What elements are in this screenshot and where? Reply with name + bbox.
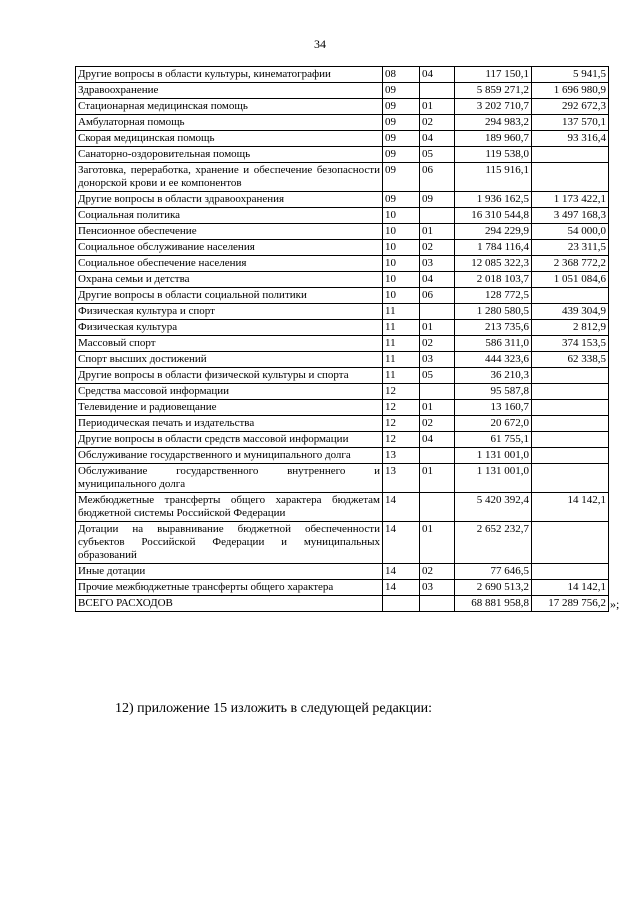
amount-total-cell: 189 960,7 <box>455 131 532 147</box>
row-name-cell: Другие вопросы в области культуры, кинематографии <box>76 67 383 83</box>
row-name-cell: Средства массовой информации <box>76 384 383 400</box>
section-code-cell: 12 <box>383 384 420 400</box>
table-row <box>76 580 609 596</box>
section-code-cell: 09 <box>383 192 420 208</box>
amount-subvention-cell <box>532 163 609 192</box>
row-name-cell: Охрана семьи и детства <box>76 272 383 288</box>
table-row <box>76 384 609 400</box>
subsection-code-cell: 05 <box>420 147 455 163</box>
table-row <box>76 352 609 368</box>
section-code-cell: 10 <box>383 208 420 224</box>
row-name-cell: Обслуживание государственного внутреннего и муниципального долга <box>76 464 383 493</box>
section-code-cell: 12 <box>383 416 420 432</box>
row-name-cell: Периодическая печать и издательства <box>76 416 383 432</box>
row-name-cell: Другие вопросы в области здравоохранения <box>76 192 383 208</box>
amount-total-cell: 115 916,1 <box>455 163 532 192</box>
row-name-cell: Спорт высших достижений <box>76 352 383 368</box>
amount-subvention-cell: 2 368 772,2 <box>532 256 609 272</box>
amount-total-cell: 1 280 580,5 <box>455 304 532 320</box>
row-name-cell: Дотации на выравнивание бюджетной обеспеченности субъектов Российской Федерации и муниципальных образований <box>76 522 383 564</box>
amount-total-cell: 36 210,3 <box>455 368 532 384</box>
amount-subvention-cell <box>532 288 609 304</box>
amount-subvention-cell <box>532 522 609 564</box>
amount-subvention-cell <box>532 147 609 163</box>
amount-total-cell: 68 881 958,8 <box>455 596 532 612</box>
section-code-cell: 09 <box>383 147 420 163</box>
subsection-code-cell: 09 <box>420 192 455 208</box>
table-row <box>76 240 609 256</box>
table-row <box>76 83 609 99</box>
amount-total-cell: 117 150,1 <box>455 67 532 83</box>
section-code-cell: 09 <box>383 99 420 115</box>
subsection-code-cell <box>420 304 455 320</box>
row-name-cell: Социальная политика <box>76 208 383 224</box>
row-name-cell: Пенсионное обеспечение <box>76 224 383 240</box>
amount-subvention-cell <box>532 384 609 400</box>
table-row <box>76 131 609 147</box>
row-name-cell: Санаторно-оздоровительная помощь <box>76 147 383 163</box>
table-row <box>76 288 609 304</box>
subsection-code-cell: 01 <box>420 400 455 416</box>
section-code-cell: 11 <box>383 336 420 352</box>
amount-subvention-cell <box>532 368 609 384</box>
amount-total-cell: 5 420 392,4 <box>455 493 532 522</box>
closing-quote-mark: »; <box>610 596 620 611</box>
amount-subvention-cell: 17 289 756,2 <box>532 596 609 612</box>
table-row <box>76 163 609 192</box>
row-name-cell: Физическая культура и спорт <box>76 304 383 320</box>
row-name-cell: Социальное обеспечение населения <box>76 256 383 272</box>
row-name-cell: Социальное обслуживание населения <box>76 240 383 256</box>
subsection-code-cell <box>420 208 455 224</box>
row-name-cell: Амбулаторная помощь <box>76 115 383 131</box>
subsection-code-cell: 01 <box>420 320 455 336</box>
subsection-code-cell: 05 <box>420 368 455 384</box>
subsection-code-cell <box>420 384 455 400</box>
section-code-cell: 09 <box>383 83 420 99</box>
row-name-cell: Другие вопросы в области социальной политики <box>76 288 383 304</box>
amount-total-cell: 2 652 232,7 <box>455 522 532 564</box>
subsection-code-cell: 04 <box>420 67 455 83</box>
amount-subvention-cell <box>532 564 609 580</box>
table-row <box>76 208 609 224</box>
amount-total-cell: 77 646,5 <box>455 564 532 580</box>
row-name-cell: Стационарная медицинская помощь <box>76 99 383 115</box>
section-code-cell: 11 <box>383 352 420 368</box>
amount-subvention-cell: 1 051 084,6 <box>532 272 609 288</box>
section-code-cell: 11 <box>383 320 420 336</box>
row-name-cell: Массовый спорт <box>76 336 383 352</box>
section-code-cell: 09 <box>383 131 420 147</box>
row-name-cell: Телевидение и радиовещание <box>76 400 383 416</box>
amount-total-cell: 294 983,2 <box>455 115 532 131</box>
table-row <box>76 304 609 320</box>
table-row <box>76 320 609 336</box>
amount-subvention-cell <box>532 464 609 493</box>
table-row <box>76 596 609 612</box>
row-name-cell: ВСЕГО РАСХОДОВ <box>76 596 383 612</box>
table-row <box>76 493 609 522</box>
section-code-cell: 08 <box>383 67 420 83</box>
amount-total-cell: 12 085 322,3 <box>455 256 532 272</box>
amount-total-cell: 213 735,6 <box>455 320 532 336</box>
subsection-code-cell <box>420 83 455 99</box>
subsection-code-cell: 06 <box>420 288 455 304</box>
section-code-cell: 13 <box>383 448 420 464</box>
amount-total-cell: 128 772,5 <box>455 288 532 304</box>
table-row <box>76 67 609 83</box>
row-name-cell: Иные дотации <box>76 564 383 580</box>
section-code-cell: 10 <box>383 240 420 256</box>
subsection-code-cell: 01 <box>420 99 455 115</box>
subsection-code-cell <box>420 596 455 612</box>
section-code-cell: 14 <box>383 564 420 580</box>
section-code-cell: 10 <box>383 288 420 304</box>
subsection-code-cell: 02 <box>420 336 455 352</box>
amount-total-cell: 119 538,0 <box>455 147 532 163</box>
amount-subvention-cell: 5 941,5 <box>532 67 609 83</box>
row-name-cell: Здравоохранение <box>76 83 383 99</box>
table-row <box>76 147 609 163</box>
subsection-code-cell: 04 <box>420 131 455 147</box>
table-row <box>76 400 609 416</box>
amount-subvention-cell: 439 304,9 <box>532 304 609 320</box>
section-code-cell: 11 <box>383 304 420 320</box>
section-code-cell: 14 <box>383 580 420 596</box>
amount-subvention-cell: 2 812,9 <box>532 320 609 336</box>
section-code-cell: 10 <box>383 224 420 240</box>
amount-total-cell: 2 018 103,7 <box>455 272 532 288</box>
budget-table <box>75 66 609 612</box>
amount-subvention-cell <box>532 448 609 464</box>
table-row <box>76 416 609 432</box>
row-name-cell: Обслуживание государственного и муниципального долга <box>76 448 383 464</box>
amount-total-cell: 20 672,0 <box>455 416 532 432</box>
amount-subvention-cell: 1 173 422,1 <box>532 192 609 208</box>
amount-subvention-cell: 374 153,5 <box>532 336 609 352</box>
subsection-code-cell: 03 <box>420 352 455 368</box>
table-row <box>76 256 609 272</box>
section-code-cell: 11 <box>383 368 420 384</box>
subsection-code-cell: 02 <box>420 240 455 256</box>
section-code-cell: 12 <box>383 432 420 448</box>
table-row <box>76 224 609 240</box>
page-number: 34 <box>314 37 326 51</box>
row-name-cell: Прочие межбюджетные трансферты общего характера <box>76 580 383 596</box>
section-code-cell: 10 <box>383 256 420 272</box>
row-name-cell: Другие вопросы в области средств массовой информации <box>76 432 383 448</box>
subsection-code-cell: 06 <box>420 163 455 192</box>
amount-subvention-cell: 62 338,5 <box>532 352 609 368</box>
amount-total-cell: 1 131 001,0 <box>455 464 532 493</box>
table-row <box>76 522 609 564</box>
amount-total-cell: 2 690 513,2 <box>455 580 532 596</box>
amount-total-cell: 13 160,7 <box>455 400 532 416</box>
table-row <box>76 272 609 288</box>
amount-subvention-cell: 23 311,5 <box>532 240 609 256</box>
budget-table-body <box>76 67 609 612</box>
table-row <box>76 115 609 131</box>
row-name-cell: Другие вопросы в области физической культуры и спорта <box>76 368 383 384</box>
amount-subvention-cell: 137 570,1 <box>532 115 609 131</box>
amount-subvention-cell: 14 142,1 <box>532 493 609 522</box>
amount-total-cell: 5 859 271,2 <box>455 83 532 99</box>
amount-total-cell: 16 310 544,8 <box>455 208 532 224</box>
subsection-code-cell: 03 <box>420 256 455 272</box>
section-code-cell: 13 <box>383 464 420 493</box>
section-code-cell <box>383 596 420 612</box>
subsection-code-cell: 01 <box>420 224 455 240</box>
subsection-code-cell: 04 <box>420 432 455 448</box>
subsection-code-cell: 02 <box>420 564 455 580</box>
subsection-code-cell: 02 <box>420 416 455 432</box>
amount-total-cell: 1 784 116,4 <box>455 240 532 256</box>
section-code-cell: 09 <box>383 115 420 131</box>
amount-total-cell: 444 323,6 <box>455 352 532 368</box>
amount-total-cell: 95 587,8 <box>455 384 532 400</box>
subsection-code-cell: 01 <box>420 522 455 564</box>
amount-total-cell: 1 131 001,0 <box>455 448 532 464</box>
table-row <box>76 336 609 352</box>
subsection-code-cell: 03 <box>420 580 455 596</box>
amount-subvention-cell: 54 000,0 <box>532 224 609 240</box>
amount-total-cell: 586 311,0 <box>455 336 532 352</box>
table-row <box>76 464 609 493</box>
section-code-cell: 09 <box>383 163 420 192</box>
table-row <box>76 99 609 115</box>
subsection-code-cell <box>420 448 455 464</box>
table-row <box>76 192 609 208</box>
amount-subvention-cell: 292 672,3 <box>532 99 609 115</box>
row-name-cell: Межбюджетные трансферты общего характера бюджетам бюджетной системы Российской Федерации <box>76 493 383 522</box>
amount-subvention-cell: 14 142,1 <box>532 580 609 596</box>
section-code-cell: 14 <box>383 493 420 522</box>
amount-subvention-cell: 1 696 980,9 <box>532 83 609 99</box>
subsection-code-cell: 04 <box>420 272 455 288</box>
amount-total-cell: 61 755,1 <box>455 432 532 448</box>
amount-subvention-cell: 93 316,4 <box>532 131 609 147</box>
amount-subvention-cell: 3 497 168,3 <box>532 208 609 224</box>
section-code-cell: 12 <box>383 400 420 416</box>
amount-total-cell: 1 936 162,5 <box>455 192 532 208</box>
table-row <box>76 564 609 580</box>
subsection-code-cell: 02 <box>420 115 455 131</box>
row-name-cell: Физическая культура <box>76 320 383 336</box>
amount-subvention-cell <box>532 416 609 432</box>
subsection-code-cell <box>420 493 455 522</box>
table-row <box>76 448 609 464</box>
table-row <box>76 432 609 448</box>
amount-subvention-cell <box>532 400 609 416</box>
section-code-cell: 10 <box>383 272 420 288</box>
amount-total-cell: 3 202 710,7 <box>455 99 532 115</box>
amendment-paragraph: 12) приложение 15 изложить в следующей редакции: <box>115 701 432 716</box>
row-name-cell: Скорая медицинская помощь <box>76 131 383 147</box>
row-name-cell: Заготовка, переработка, хранение и обеспечение безопасности донорской крови и ее компонентов <box>76 163 383 192</box>
amount-subvention-cell <box>532 432 609 448</box>
table-row <box>76 368 609 384</box>
amount-total-cell: 294 229,9 <box>455 224 532 240</box>
subsection-code-cell: 01 <box>420 464 455 493</box>
section-code-cell: 14 <box>383 522 420 564</box>
